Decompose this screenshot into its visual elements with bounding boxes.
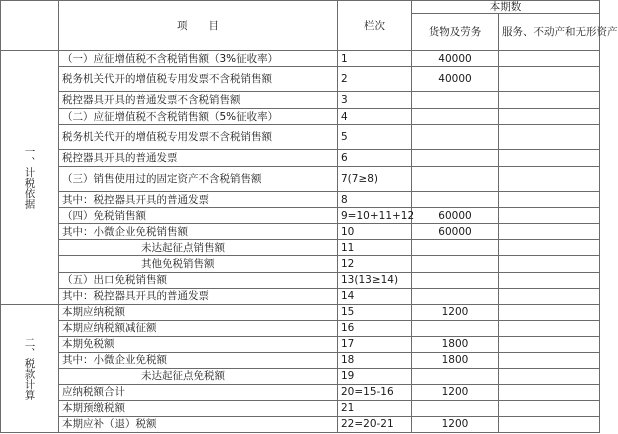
row-services-value[interactable]: [499, 352, 600, 368]
row-item: 本期免税额: [59, 336, 338, 352]
row-services-value[interactable]: [499, 224, 600, 240]
row-item: 应纳税额合计: [59, 384, 338, 400]
row-goods-value[interactable]: 1200: [412, 304, 499, 320]
row-goods-value[interactable]: [412, 288, 499, 304]
row-item: 本期预缴税额: [59, 400, 338, 416]
header-line: 栏次: [338, 1, 412, 51]
row-line: 15: [338, 304, 412, 320]
row-line: 7(7≥8): [338, 167, 412, 192]
row-services-value[interactable]: [499, 192, 600, 208]
row-services-value[interactable]: [499, 288, 600, 304]
row-goods-value[interactable]: [412, 109, 499, 125]
row-goods-value[interactable]: [412, 256, 499, 272]
row-item: 其中：税控器具开具的普通发票: [59, 192, 338, 208]
header-item: 项 目: [59, 1, 338, 51]
row-goods-value[interactable]: 40000: [412, 67, 499, 92]
row-line: 13(13≥14): [338, 272, 412, 288]
row-services-value[interactable]: [499, 125, 600, 150]
section-tax-basis: 一、计税依据: [1, 51, 59, 304]
row-item: （一）应征增值税不含税销售额（3%征收率）: [59, 51, 338, 67]
row-item: （五）出口免税销售额: [59, 272, 338, 288]
row-services-value[interactable]: [499, 416, 600, 432]
row-line: 16: [338, 320, 412, 336]
row-line: 9=10+11+12: [338, 208, 412, 224]
row-goods-value[interactable]: 60000: [412, 208, 499, 224]
row-services-value[interactable]: [499, 272, 600, 288]
row-goods-value[interactable]: [412, 92, 499, 109]
row-item: （二）应征增值税不含税销售额（5%征收率）: [59, 109, 338, 125]
row-goods-value[interactable]: [412, 167, 499, 192]
row-item: （四）免税销售额: [59, 208, 338, 224]
row-services-value[interactable]: [499, 51, 600, 67]
row-line: 10: [338, 224, 412, 240]
row-services-value[interactable]: [499, 304, 600, 320]
row-line: 14: [338, 288, 412, 304]
row-services-value[interactable]: [499, 109, 600, 125]
row-line: 6: [338, 150, 412, 167]
row-item: 其中：小微企业免税额: [59, 352, 338, 368]
row-item: 其他免税销售额: [59, 256, 338, 272]
row-line: 12: [338, 256, 412, 272]
row-goods-value[interactable]: [412, 192, 499, 208]
row-line: 21: [338, 400, 412, 416]
row-line: 18: [338, 352, 412, 368]
row-goods-value[interactable]: 60000: [412, 224, 499, 240]
row-goods-value[interactable]: 1200: [412, 416, 499, 432]
row-services-value[interactable]: [499, 92, 600, 109]
row-item: 本期应纳税额: [59, 304, 338, 320]
row-goods-value[interactable]: [412, 150, 499, 167]
row-item: （三）销售使用过的固定资产不含税销售额: [59, 167, 338, 192]
row-item: 其中：税控器具开具的普通发票: [59, 288, 338, 304]
row-goods-value[interactable]: 40000: [412, 51, 499, 67]
row-line: 11: [338, 240, 412, 256]
row-line: 22=20-21: [338, 416, 412, 432]
row-goods-value[interactable]: 1200: [412, 384, 499, 400]
row-line: 19: [338, 368, 412, 384]
row-goods-value[interactable]: [412, 320, 499, 336]
row-services-value[interactable]: [499, 400, 600, 416]
row-services-value[interactable]: [499, 336, 600, 352]
row-services-value[interactable]: [499, 256, 600, 272]
row-item: 税务机关代开的增值税专用发票不含税销售额: [59, 67, 338, 92]
header-services-property: 服务、不动产和无形资产: [499, 14, 600, 51]
row-item: 本期应补（退）税额: [59, 416, 338, 432]
row-item: 未达起征点免税额: [59, 368, 338, 384]
row-line: 2: [338, 67, 412, 92]
row-services-value[interactable]: [499, 320, 600, 336]
row-line: 3: [338, 92, 412, 109]
header-goods-services: 货物及劳务: [412, 14, 499, 51]
row-item: 税控器具开具的普通发票: [59, 150, 338, 167]
header-current-period: 本期数: [412, 1, 600, 14]
row-item: 本期应纳税额减征额: [59, 320, 338, 336]
row-item: 其中：小微企业免税销售额: [59, 224, 338, 240]
row-services-value[interactable]: [499, 67, 600, 92]
row-line: 4: [338, 109, 412, 125]
row-line: 8: [338, 192, 412, 208]
row-goods-value[interactable]: [412, 125, 499, 150]
row-goods-value[interactable]: [412, 272, 499, 288]
row-item: 未达起征点销售额: [59, 240, 338, 256]
row-goods-value[interactable]: [412, 368, 499, 384]
row-line: 1: [338, 51, 412, 67]
row-goods-value[interactable]: [412, 240, 499, 256]
row-services-value[interactable]: [499, 208, 600, 224]
row-goods-value[interactable]: 1800: [412, 352, 499, 368]
row-goods-value[interactable]: [412, 400, 499, 416]
row-item: 税务机关代开的增值税专用发票不含税销售额: [59, 125, 338, 150]
row-line: 5: [338, 125, 412, 150]
row-item: 税控器具开具的普通发票不含税销售额: [59, 92, 338, 109]
row-services-value[interactable]: [499, 167, 600, 192]
row-services-value[interactable]: [499, 384, 600, 400]
row-services-value[interactable]: [499, 368, 600, 384]
row-goods-value[interactable]: 1800: [412, 336, 499, 352]
row-services-value[interactable]: [499, 240, 600, 256]
row-services-value[interactable]: [499, 150, 600, 167]
header-blank: [1, 1, 59, 51]
row-line: 20=15-16: [338, 384, 412, 400]
row-line: 17: [338, 336, 412, 352]
section-tax-calculation: 二、税款计算: [1, 304, 59, 432]
